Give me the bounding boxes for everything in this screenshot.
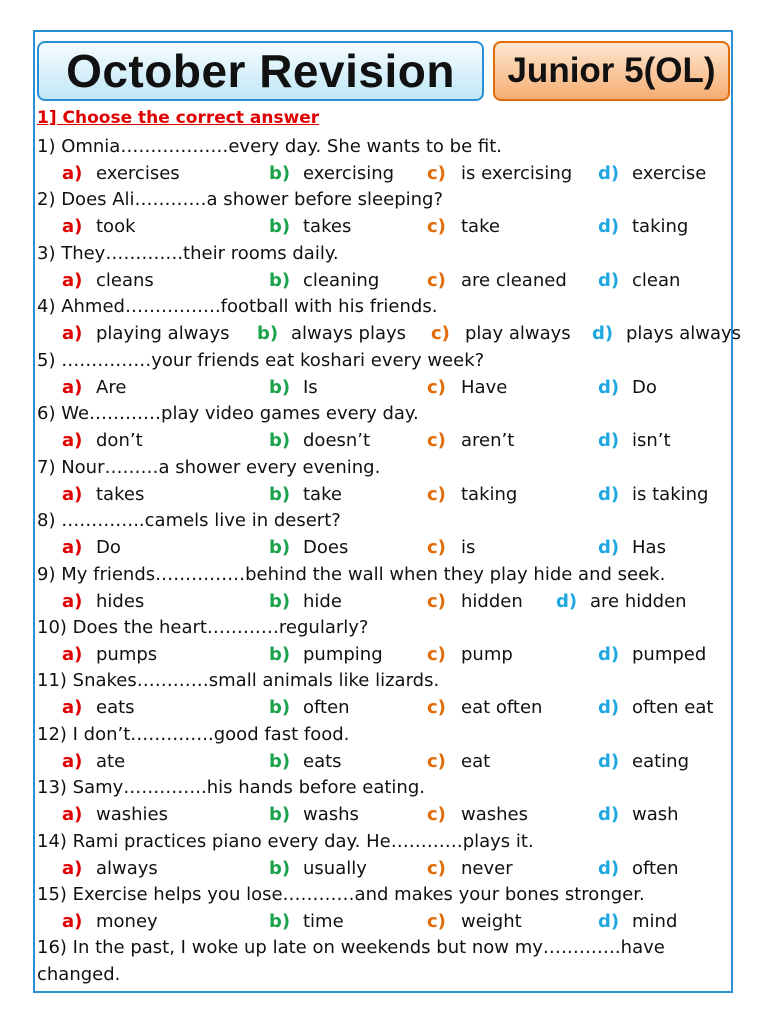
answer-option-c[interactable] (427, 749, 490, 775)
option-text: washs (303, 804, 359, 825)
option-text: exercises (96, 163, 180, 184)
option-text: plays always (626, 323, 742, 344)
option-letter: a) (62, 430, 83, 451)
option-letter: d) (598, 377, 620, 398)
answer-option-b[interactable] (269, 909, 344, 935)
question-text: 12) I don’t…………..good fast food. (37, 724, 350, 745)
option-text: is (461, 537, 476, 558)
answer-option-b[interactable] (269, 268, 379, 294)
answer-option-b[interactable] (269, 535, 348, 561)
answer-option-b[interactable] (269, 482, 342, 508)
level-banner (493, 41, 730, 101)
option-text: often eat (632, 697, 714, 718)
answer-option-a[interactable] (62, 642, 157, 668)
option-letter: d) (598, 163, 620, 184)
option-letter: d) (598, 751, 620, 772)
answer-option-b[interactable] (269, 589, 342, 615)
option-text: pumps (96, 644, 158, 665)
option-text: exercising (303, 163, 395, 184)
option-text: eats (303, 751, 342, 772)
answer-option-b[interactable] (269, 375, 318, 401)
option-letter: b) (269, 751, 291, 772)
question-text: 1) Omnia………………every day. She wants to be fit. (37, 136, 502, 157)
option-text: washes (461, 804, 528, 825)
answer-option-c[interactable] (427, 695, 542, 721)
option-letter: c) (431, 323, 450, 344)
option-letter: b) (269, 270, 291, 291)
option-letter: c) (427, 858, 446, 879)
option-letter: b) (269, 216, 291, 237)
answer-option-a[interactable] (62, 428, 143, 454)
answer-option-d[interactable] (598, 909, 677, 935)
option-text: always plays (291, 323, 407, 344)
question-text: 3) They………….their rooms daily. (37, 243, 339, 264)
option-text: pump (461, 644, 513, 665)
option-text: money (96, 911, 158, 932)
answer-option-a[interactable] (62, 161, 180, 187)
option-text: ate (96, 751, 126, 772)
question-text: changed. (37, 964, 121, 985)
answer-options-row (0, 428, 768, 454)
answer-options-row (0, 482, 768, 508)
question-text: 8) …………..camels live in desert? (37, 510, 341, 531)
answer-option-a[interactable] (62, 856, 158, 882)
answer-option-d[interactable] (598, 802, 679, 828)
option-letter: c) (427, 591, 446, 612)
option-text: eats (96, 697, 135, 718)
option-text: eat (461, 751, 491, 772)
answer-option-d[interactable] (598, 161, 706, 187)
answer-option-a[interactable] (62, 802, 168, 828)
answer-option-b[interactable] (269, 749, 342, 775)
answer-option-c[interactable] (427, 642, 513, 668)
answer-options-row (0, 161, 768, 187)
option-letter: a) (62, 858, 83, 879)
question-text: 15) Exercise helps you lose…………and makes your bones stronger. (37, 884, 645, 905)
answer-option-a[interactable] (62, 375, 126, 401)
option-text: hide (303, 591, 342, 612)
answer-option-d[interactable] (592, 321, 741, 347)
option-text: exercise (632, 163, 707, 184)
answer-options-row (0, 909, 768, 935)
option-text: aren’t (461, 430, 515, 451)
option-text: take (303, 484, 342, 505)
answer-options-row (0, 749, 768, 775)
option-text: cleans (96, 270, 154, 291)
option-letter: a) (62, 484, 83, 505)
option-letter: b) (269, 911, 291, 932)
answer-options-row (0, 589, 768, 615)
option-letter: d) (598, 804, 620, 825)
answer-option-a[interactable] (62, 589, 144, 615)
option-letter: c) (427, 804, 446, 825)
page-title: October Revision (66, 45, 455, 97)
option-letter: a) (62, 216, 83, 237)
option-text: takes (96, 484, 145, 505)
answer-option-d[interactable] (598, 535, 666, 561)
answer-options-row (0, 535, 768, 561)
option-letter: a) (62, 911, 83, 932)
option-letter: c) (427, 163, 446, 184)
option-letter: c) (427, 537, 446, 558)
option-letter: d) (598, 537, 620, 558)
answer-option-a[interactable] (62, 909, 158, 935)
answer-option-c[interactable] (427, 268, 567, 294)
option-text: Do (632, 377, 657, 398)
answer-options-row (0, 214, 768, 240)
option-letter: a) (62, 644, 83, 665)
option-letter: c) (427, 270, 446, 291)
answer-options-row (0, 321, 768, 347)
option-letter: d) (598, 644, 620, 665)
option-text: often (303, 697, 350, 718)
answer-option-d[interactable] (598, 856, 679, 882)
option-text: Does (303, 537, 349, 558)
option-text: is exercising (461, 163, 573, 184)
option-text: time (303, 911, 344, 932)
option-letter: a) (62, 270, 83, 291)
option-letter: b) (269, 537, 291, 558)
option-text: often (632, 858, 679, 879)
option-letter: b) (269, 644, 291, 665)
option-letter: b) (269, 163, 291, 184)
option-text: weight (461, 911, 522, 932)
answer-option-a[interactable] (62, 695, 135, 721)
option-letter: a) (62, 804, 83, 825)
answer-option-c[interactable] (427, 802, 528, 828)
answer-option-d[interactable] (598, 642, 706, 668)
option-text: play always (465, 323, 571, 344)
option-letter: b) (269, 377, 291, 398)
option-text: hidden (461, 591, 523, 612)
option-text: Have (461, 377, 508, 398)
option-text: is taking (632, 484, 709, 505)
option-letter: b) (269, 858, 291, 879)
option-text: clean (632, 270, 681, 291)
option-letter: c) (427, 430, 446, 451)
option-text: usually (303, 858, 367, 879)
option-letter: b) (269, 804, 291, 825)
option-letter: b) (269, 697, 291, 718)
answer-option-c[interactable] (427, 589, 523, 615)
answer-option-b[interactable] (269, 214, 351, 240)
question-text: 11) Snakes…………small animals like lizards. (37, 670, 440, 691)
option-text: isn’t (632, 430, 671, 451)
answer-option-c[interactable] (427, 214, 500, 240)
answer-option-d[interactable] (598, 482, 708, 508)
option-text: taking (632, 216, 689, 237)
answer-option-c[interactable] (427, 909, 522, 935)
answer-option-c[interactable] (427, 482, 517, 508)
answer-option-b[interactable] (269, 856, 367, 882)
question-text: 13) Samy…………..his hands before eating. (37, 777, 425, 798)
question-text: 6) We…………play video games every day. (37, 403, 419, 424)
answer-option-c[interactable] (431, 321, 571, 347)
answer-option-d[interactable] (598, 749, 689, 775)
question-text: 7) Nour………a shower every evening. (37, 457, 381, 478)
option-text: Has (632, 537, 666, 558)
answer-option-a[interactable] (62, 749, 125, 775)
option-letter: d) (556, 591, 578, 612)
answer-option-c[interactable] (427, 375, 507, 401)
option-letter: b) (269, 484, 291, 505)
option-text: Are (96, 377, 127, 398)
answer-option-b[interactable] (269, 428, 370, 454)
question-text: 9) My friends……………behind the wall when they play hide and seek. (37, 564, 666, 585)
option-letter: c) (427, 644, 446, 665)
option-text: don’t (96, 430, 143, 451)
question-text: 5) ……………your friends eat koshari every week? (37, 350, 485, 371)
option-letter: b) (269, 430, 291, 451)
option-letter: a) (62, 323, 83, 344)
option-text: take (461, 216, 500, 237)
answer-options-row (0, 375, 768, 401)
option-letter: d) (598, 430, 620, 451)
question-text: 14) Rami practices piano every day. He…………plays it. (37, 831, 534, 852)
option-text: hides (96, 591, 145, 612)
option-text: pumping (303, 644, 383, 665)
answer-option-a[interactable] (62, 321, 229, 347)
option-text: wash (632, 804, 679, 825)
option-text: taking (461, 484, 518, 505)
answer-option-a[interactable] (62, 535, 121, 561)
answer-options-row (0, 695, 768, 721)
option-text: are cleaned (461, 270, 567, 291)
option-text: cleaning (303, 270, 380, 291)
question-text: 10) Does the heart…………regularly? (37, 617, 369, 638)
option-letter: d) (592, 323, 614, 344)
title-banner (37, 41, 484, 101)
option-letter: a) (62, 697, 83, 718)
option-text: pumped (632, 644, 707, 665)
option-letter: c) (427, 216, 446, 237)
option-letter: b) (269, 591, 291, 612)
level-label: Junior 5(OL) (507, 51, 716, 90)
answer-option-d[interactable] (598, 214, 688, 240)
option-text: washies (96, 804, 168, 825)
answer-option-d[interactable] (598, 375, 657, 401)
answer-option-c[interactable] (427, 535, 475, 561)
option-letter: b) (257, 323, 279, 344)
option-letter: a) (62, 591, 83, 612)
answer-option-c[interactable] (427, 428, 514, 454)
option-letter: a) (62, 377, 83, 398)
option-text: always (96, 858, 158, 879)
option-text: playing always (96, 323, 230, 344)
answer-option-b[interactable] (269, 802, 359, 828)
answer-option-b[interactable] (269, 161, 394, 187)
answer-options-row (0, 642, 768, 668)
option-text: Do (96, 537, 121, 558)
option-text: takes (303, 216, 352, 237)
answer-option-b[interactable] (257, 321, 406, 347)
option-text: mind (632, 911, 678, 932)
option-letter: d) (598, 216, 620, 237)
option-text: eating (632, 751, 689, 772)
option-letter: a) (62, 751, 83, 772)
answer-options-row (0, 802, 768, 828)
answer-option-c[interactable] (427, 161, 572, 187)
answer-option-a[interactable] (62, 482, 144, 508)
answer-option-b[interactable] (269, 695, 350, 721)
answer-option-a[interactable] (62, 268, 154, 294)
option-text: are hidden (590, 591, 687, 612)
option-letter: d) (598, 697, 620, 718)
question-text: 2) Does Ali…………a shower before sleeping? (37, 189, 444, 210)
answer-option-d[interactable] (598, 428, 671, 454)
option-text: Is (303, 377, 318, 398)
option-letter: c) (427, 484, 446, 505)
option-letter: d) (598, 911, 620, 932)
answer-option-a[interactable] (62, 214, 136, 240)
section-instruction: 1] Choose the correct answer (37, 108, 320, 128)
option-letter: d) (598, 858, 620, 879)
option-letter: a) (62, 537, 83, 558)
question-text: 16) In the past, I woke up late on weekends but now my………….have (37, 937, 665, 958)
answer-option-c[interactable] (427, 856, 513, 882)
option-letter: c) (427, 697, 446, 718)
option-letter: d) (598, 484, 620, 505)
option-letter: c) (427, 911, 446, 932)
question-text: 4) Ahmed…………….football with his friends. (37, 296, 438, 317)
answer-option-b[interactable] (269, 642, 383, 668)
answer-option-d[interactable] (598, 268, 680, 294)
answer-option-d[interactable] (556, 589, 687, 615)
answer-options-row (0, 856, 768, 882)
option-text: never (461, 858, 513, 879)
option-letter: a) (62, 163, 83, 184)
option-letter: c) (427, 377, 446, 398)
answer-options-row (0, 268, 768, 294)
option-text: doesn’t (303, 430, 371, 451)
answer-option-d[interactable] (598, 695, 713, 721)
option-letter: c) (427, 751, 446, 772)
option-text: took (96, 216, 136, 237)
option-letter: d) (598, 270, 620, 291)
option-text: eat often (461, 697, 543, 718)
